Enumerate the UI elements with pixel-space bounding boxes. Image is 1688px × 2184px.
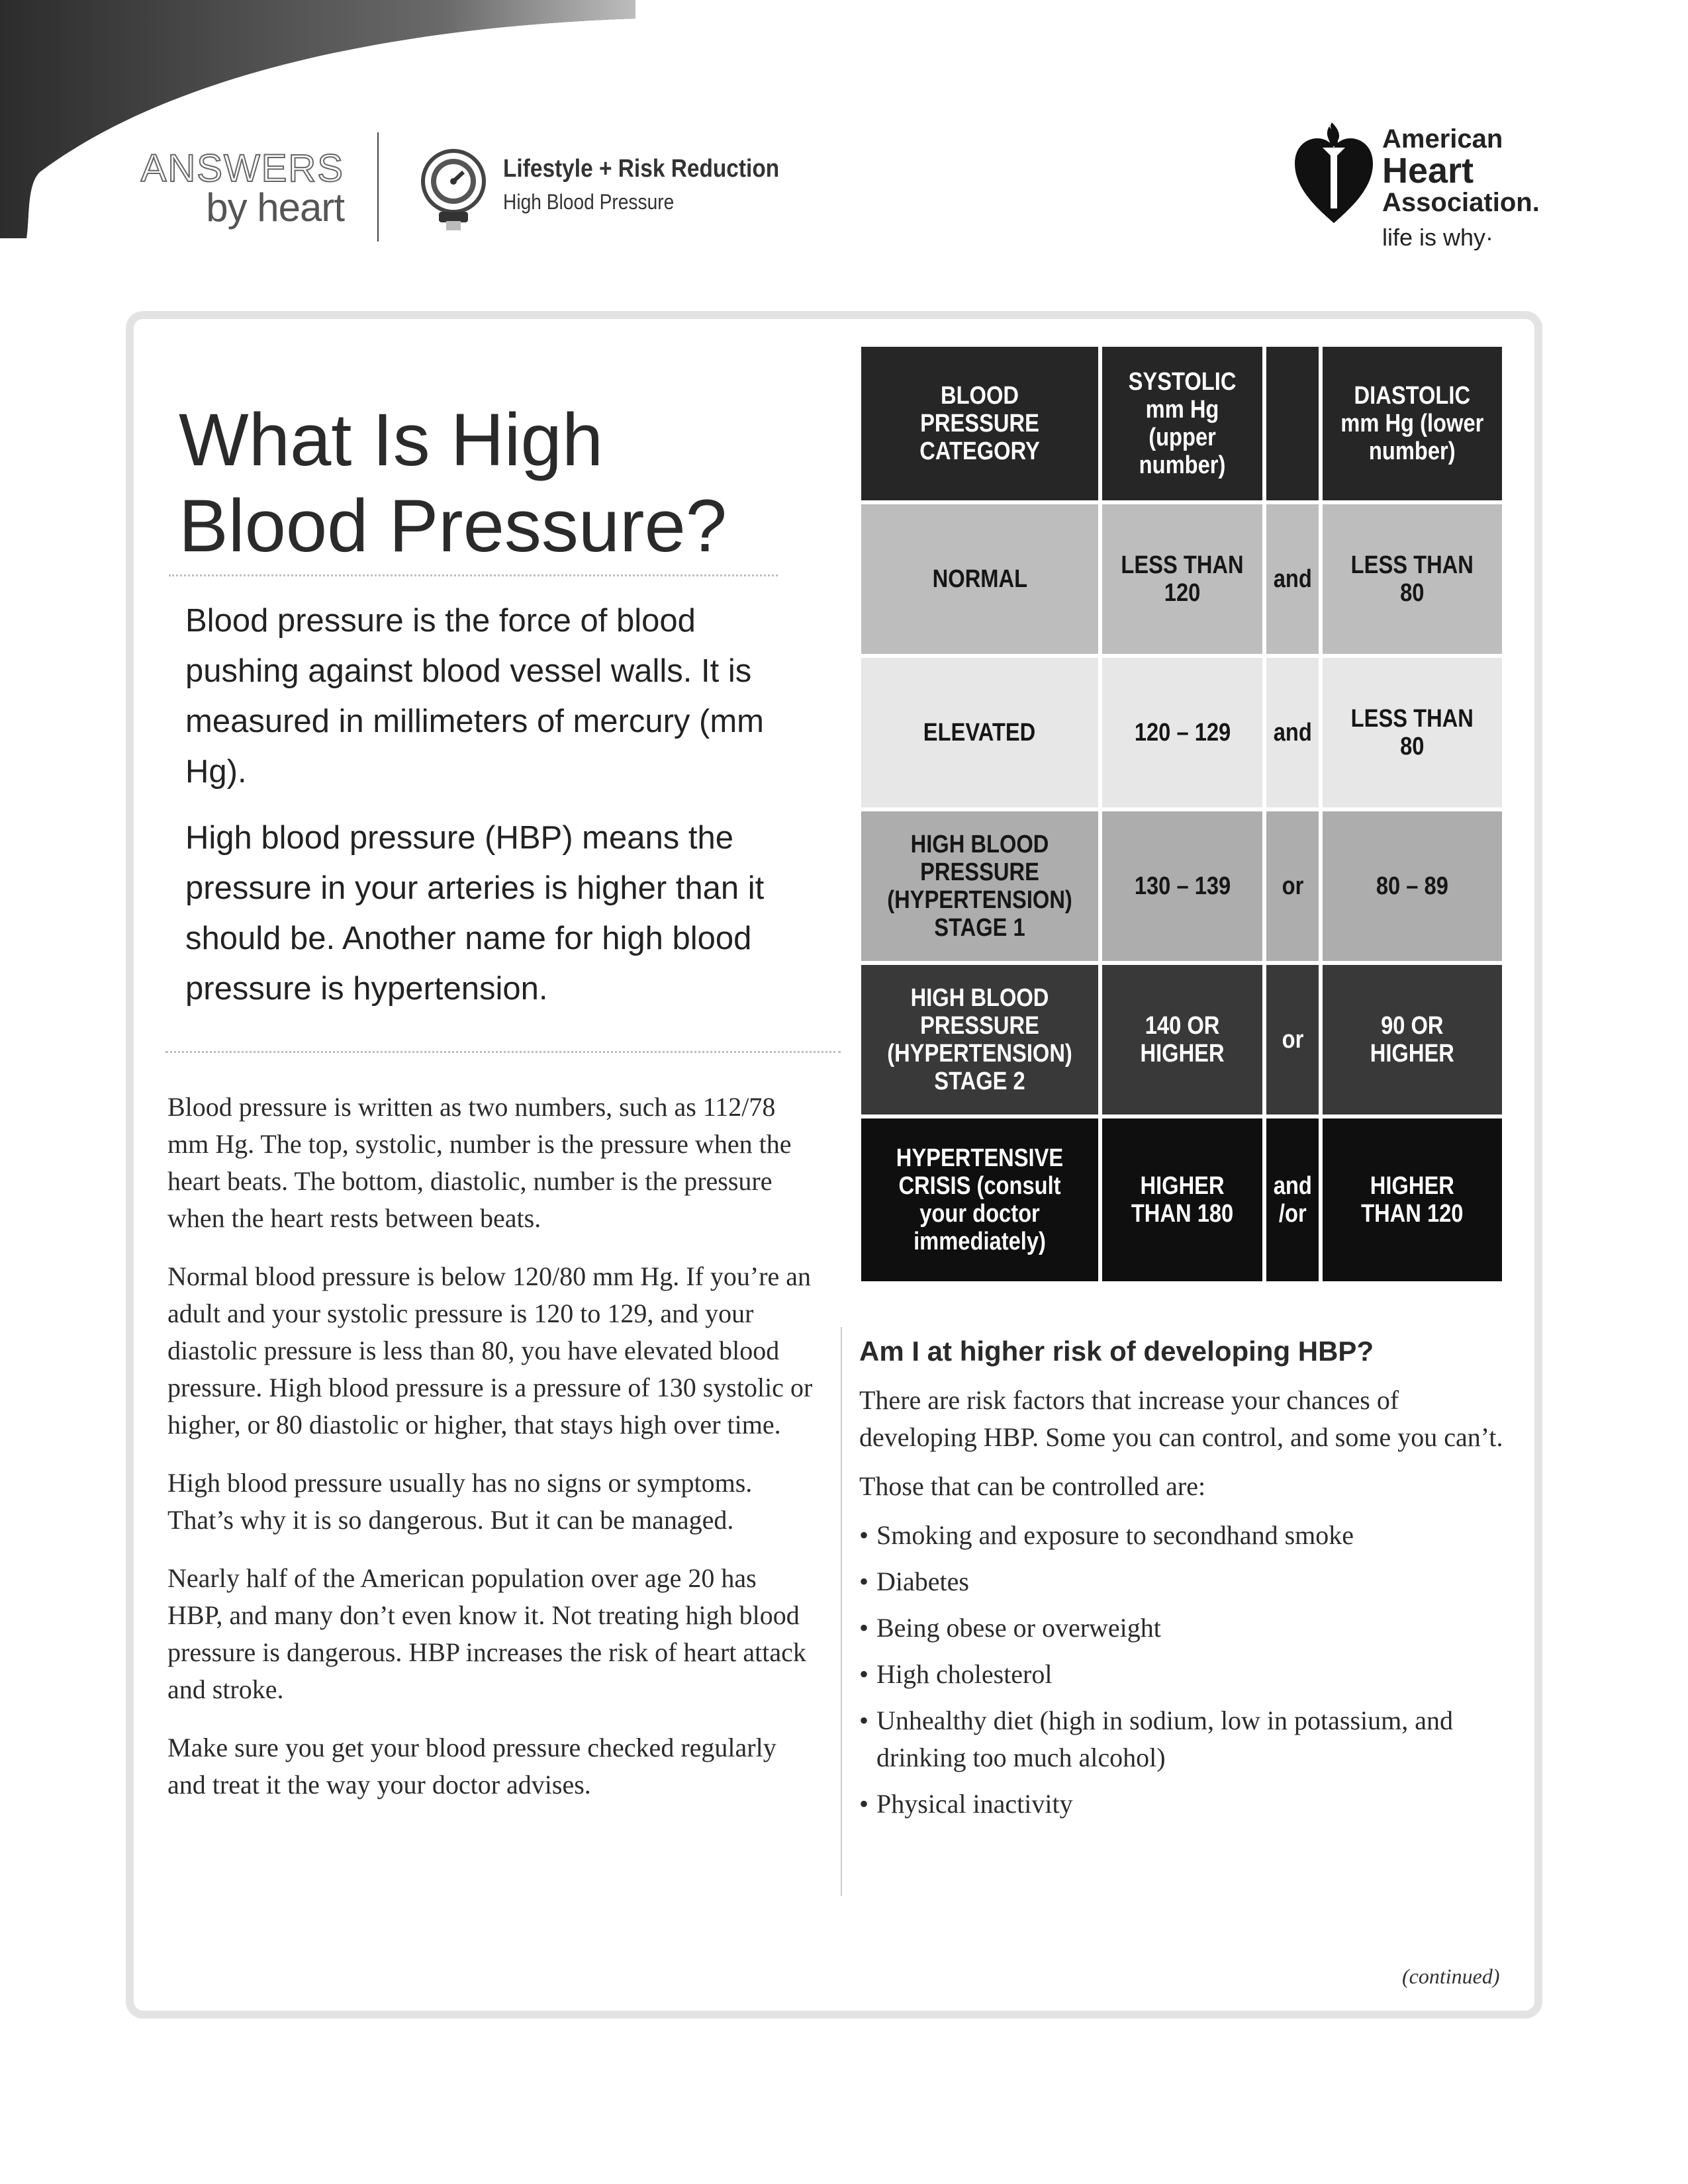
aha-line2: Heart [1382,151,1474,191]
header-cell-diastolic: DIASTOLIC mm Hg (lower number) [1323,347,1502,500]
conjunction-cell: and [1266,504,1319,654]
diastolic-cell: HIGHER THAN 120 [1323,1118,1502,1281]
header-cell-blank [1266,347,1319,500]
intro-paragraph: Blood pressure is the force of blood pushing against blood vessel walls. It is measured in millimeters of mercury (mm Hg). [185,603,764,790]
conjunction-cell: and [1266,658,1319,807]
column-rule [841,1327,842,1896]
aha-line1: American [1382,124,1503,154]
gauge-icon [417,147,490,233]
list-item: • Physical inactivity [859,1786,1515,1823]
conjunction-cell: or [1266,965,1319,1115]
body-paragraph: Normal blood pressure is below 120/80 mm Hg. If you’re an adult and your systolic pressure is 120 to 129, and your diastolic pressure is less than 80, you have elevated blood pressure. High blood pressure is a pressure of 130 systolic or higher, or 80 diastolic or higher, that stays high over time. [167,1261,813,1439]
aha-tagline: life is why· [1382,224,1494,251]
brand-top-text: ANSWERS [140,147,344,190]
systolic-cell: 130 – 139 [1102,811,1262,961]
risk-heading: Am I at higher risk of developing HBP? [859,1336,1374,1367]
list-item: • High cholesterol [859,1656,1515,1693]
title-line-1: What Is High [179,398,604,481]
brand-divider [377,132,379,242]
category-cell: HIGH BLOOD PRESSURE (HYPERTENSION) STAGE 1 [861,811,1098,961]
continued-note: (continued) [1402,1964,1500,1988]
table-row [861,658,1502,807]
intro-text [185,596,814,1030]
page-title [179,397,841,569]
title-line-2: Blood Pressure? [179,484,727,567]
blood-pressure-table [857,343,1506,1285]
aha-line3: Association. [1382,188,1540,217]
title-divider [169,574,778,576]
risk-factor-list [859,1517,1515,1823]
conjunction-cell: and /or [1266,1118,1319,1281]
header-cell-systolic: SYSTOLIC mm Hg (upper number) [1102,347,1262,500]
list-item: • Smoking and exposure to secondhand smoke [859,1517,1515,1554]
diastolic-cell: LESS THAN 80 [1323,658,1502,807]
header-cell-category: BLOOD PRESSURE CATEGORY [861,347,1098,500]
bullet-icon: • [859,1567,869,1596]
table-row [861,504,1502,654]
list-item: • Unhealthy diet (high in sodium, low in potassium, and drinking too much alcohol) [859,1702,1515,1776]
risk-paragraph: Those that can be controlled are: [859,1471,1206,1501]
category-cell: NORMAL [861,504,1098,654]
aha-wordmark [1382,124,1540,217]
bullet-icon: • [859,1520,869,1550]
risk-paragraph: There are risk factors that increase your chances of developing HBP. Some you can control, and some you can’t. [859,1385,1503,1452]
table-row [861,811,1502,961]
conjunction-cell: or [1266,811,1319,961]
systolic-cell: 140 OR HIGHER [1102,965,1262,1115]
table-header-row [861,347,1502,500]
bullet-icon: • [859,1659,869,1689]
intro-divider [165,1051,841,1053]
systolic-cell: 120 – 129 [1102,658,1262,807]
brand-bottom-text: by heart [206,185,344,230]
diastolic-cell: 90 OR HIGHER [1323,965,1502,1115]
category-cell: ELEVATED [861,658,1098,807]
body-text [167,1089,813,1825]
table-row [861,1118,1502,1281]
topic-subtitle: High Blood Pressure [503,190,675,214]
intro-paragraph: High blood pressure (HBP) means the pressure in your arteries is higher than it should be. Another name for high blood pressure is hypertension. [185,820,765,1007]
body-paragraph: High blood pressure usually has no signs or symptoms. That’s why it is so dangerous. But it can be managed. [167,1468,753,1535]
diastolic-cell: LESS THAN 80 [1323,504,1502,654]
body-paragraph: Make sure you get your blood pressure checked regularly and treat it the way your doctor advises. [167,1733,776,1799]
bullet-icon: • [859,1613,869,1643]
risk-section [859,1336,1515,1832]
heart-torch-icon [1291,109,1377,225]
bullet-icon: • [859,1789,869,1819]
systolic-cell: LESS THAN 120 [1102,504,1262,654]
bullet-icon: • [859,1706,869,1735]
answers-by-heart-logo [119,147,344,230]
table-row [861,965,1502,1115]
list-item: • Diabetes [859,1563,1515,1600]
category-cell: HIGH BLOOD PRESSURE (HYPERTENSION) STAGE 2 [861,965,1098,1115]
body-paragraph: Nearly half of the American population over age 20 has HBP, and many don’t even know it. Not treating high blood pressure is dangerous. HBP increases the risk of heart attack and stroke. [167,1563,806,1704]
body-paragraph: Blood pressure is written as two numbers, such as 112/78 mm Hg. The top, systolic, number is the pressure when the heart beats. The bottom, diastolic, number is the pressure when the heart rests between beats. [167,1092,792,1233]
category-cell: HYPERTENSIVE CRISIS (consult your doctor immediately) [861,1118,1098,1281]
topic-label [503,155,817,214]
diastolic-cell: 80 – 89 [1323,811,1502,961]
systolic-cell: HIGHER THAN 180 [1102,1118,1262,1281]
topic-title: Lifestyle + Risk Reduction [503,155,780,183]
list-item: • Being obese or overweight [859,1610,1515,1647]
